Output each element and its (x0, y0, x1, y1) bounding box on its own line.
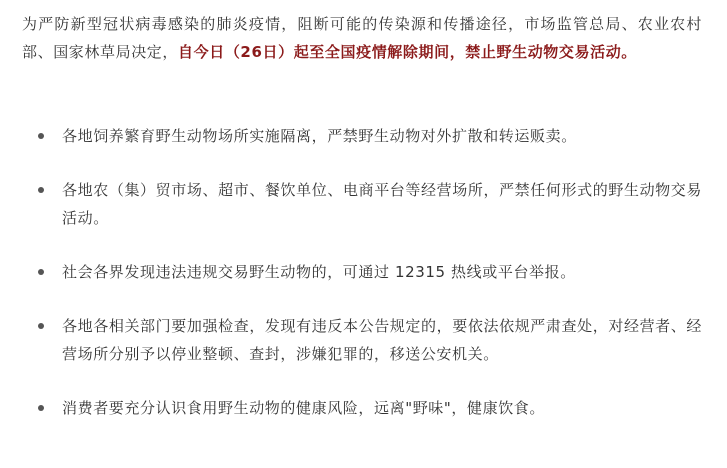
bullet-icon (38, 269, 44, 275)
list-item-text: 消费者要充分认识食用野生动物的健康风险，远离"野味"，健康饮食。 (62, 399, 546, 417)
notice-article (22, 10, 702, 417)
list-item (22, 312, 702, 368)
list-item (22, 176, 702, 232)
bullet-icon (38, 133, 44, 139)
bullet-icon (38, 187, 44, 193)
list-item (22, 394, 702, 422)
list-item-text: 各地农（集）贸市场、超市、餐饮单位、电商平台等经营场所，严禁任何形式的野生动物交易活动。 (62, 181, 702, 227)
intro-text: 为严防新型冠状病毒感染的肺炎疫情，阻断可能的传染源和传播途径，市场监管总局、农业农村部、国家林草局决定， (22, 15, 702, 61)
bullet-icon (38, 405, 44, 411)
list-item (22, 258, 702, 286)
list-item-text: 社会各界发现违法违规交易野生动物的，可通过 12315 热线或平台举报。 (62, 263, 576, 281)
list-item (22, 122, 702, 150)
bullet-icon (38, 323, 44, 329)
list-item-text: 各地饲养繁育野生动物场所实施隔离，严禁野生动物对外扩散和转运贩卖。 (62, 127, 577, 145)
intro-paragraph (22, 10, 702, 66)
intro-highlight: 自今日（26日）起至全国疫情解除期间，禁止野生动物交易活动。 (178, 43, 637, 61)
list-item-text: 各地各相关部门要加强检查，发现有违反本公告规定的，要依法依规严肃查处，对经营者、经营场所分别予以停业整顿、查封，涉嫌犯罪的，移送公安机关。 (62, 317, 702, 363)
